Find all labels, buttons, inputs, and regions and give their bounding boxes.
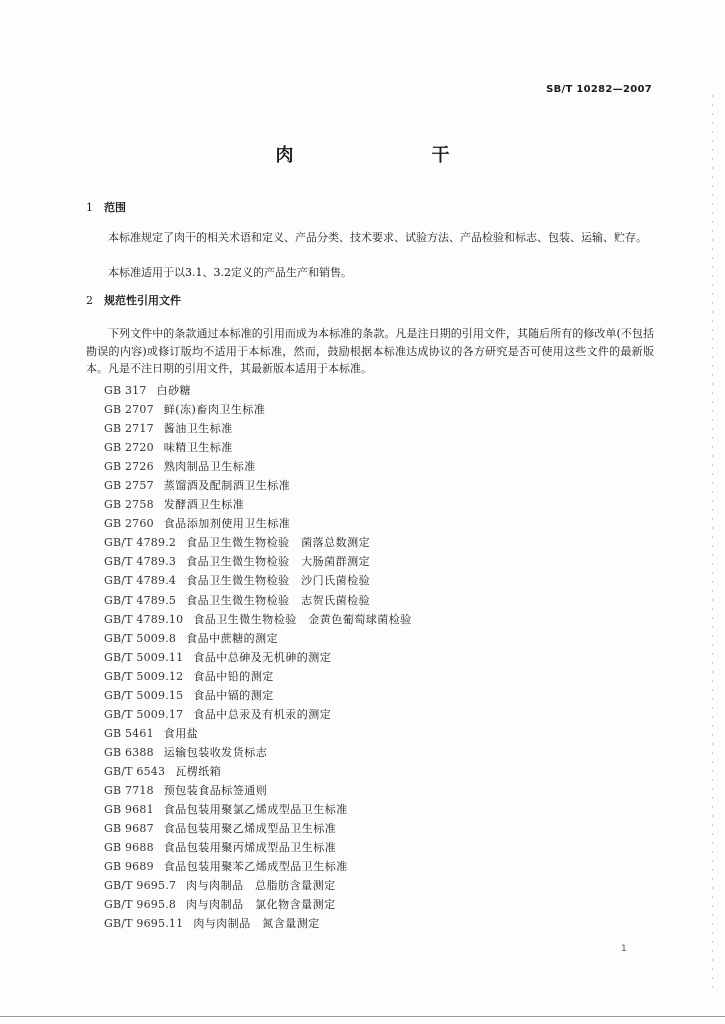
reference-name: 食品中镉的测定 bbox=[193, 688, 274, 702]
reference-name: 食用盐 bbox=[163, 726, 199, 740]
reference-code: GB/T 9695.7 bbox=[104, 879, 177, 893]
reference-code: GB/T 5009.8 bbox=[104, 631, 177, 645]
reference-name: 食品卫生微生物检验 菌落总数测定 bbox=[186, 536, 371, 550]
reference-item bbox=[104, 400, 624, 419]
reference-item bbox=[104, 495, 624, 514]
reference-code: GB/T 4789.4 bbox=[104, 574, 177, 588]
reference-name: 白砂糖 bbox=[156, 384, 192, 397]
reference-code: GB 7718 bbox=[104, 783, 154, 797]
reference-item bbox=[104, 762, 624, 781]
reference-name: 肉与肉制品 氮含量测定 bbox=[193, 917, 320, 931]
reference-name: 食品中总汞及有机汞的测定 bbox=[193, 707, 332, 721]
reference-item bbox=[104, 781, 624, 800]
reference-name: 熟肉制品卫生标准 bbox=[163, 460, 256, 474]
reference-code: GB/T 4789.10 bbox=[104, 612, 184, 626]
reference-item bbox=[104, 457, 624, 476]
reference-item bbox=[104, 857, 624, 876]
section-1-number: 1 bbox=[86, 201, 93, 214]
reference-item bbox=[104, 419, 624, 438]
section-2-title: 规范性引用文件 bbox=[104, 294, 181, 307]
reference-name: 鲜(冻)畜肉卫生标准 bbox=[163, 403, 266, 417]
reference-code: GB 2757 bbox=[104, 479, 154, 493]
reference-code: GB/T 5009.17 bbox=[104, 707, 184, 721]
page-bottom-edge bbox=[0, 1016, 725, 1017]
reference-name: 食品包装用聚苯乙烯成型品卫生标准 bbox=[163, 860, 348, 874]
document-title: 肉 干 bbox=[275, 145, 510, 166]
reference-code: GB 2717 bbox=[104, 422, 154, 436]
reference-name: 酱油卫生标准 bbox=[163, 422, 233, 436]
reference-list bbox=[104, 381, 624, 933]
reference-name: 肉与肉制品 氯化物含量测定 bbox=[186, 898, 336, 912]
reference-name: 食品包装用聚丙烯成型品卫生标准 bbox=[163, 841, 337, 855]
reference-item bbox=[104, 381, 624, 400]
reference-code: GB 6388 bbox=[104, 745, 154, 759]
reference-code: GB/T 4789.2 bbox=[104, 536, 177, 550]
reference-code: GB/T 9695.11 bbox=[104, 917, 184, 931]
reference-code: GB 317 bbox=[104, 384, 147, 397]
scope-paragraph-1: 本标准规定了肉干的相关术语和定义、产品分类、技术要求、试验方法、产品检验和标志、包装、运输、贮存。 bbox=[108, 231, 647, 244]
reference-code: GB 9687 bbox=[104, 822, 154, 836]
reference-item bbox=[104, 914, 624, 933]
references-intro: 下列文件中的条款通过本标准的引用而成为本标准的条款。凡是注日期的引用文件，其随后所有的修改单(不包括勘误的内容)或修订版均不适用于本标准，然而，鼓励根据本标准达成协议的各方研究是否可使用这些文件的最新版本。凡是不注日期的引用文件，其最新版本适用于本标准。 bbox=[86, 327, 654, 375]
reference-item bbox=[104, 514, 624, 533]
reference-code: GB/T 4789.5 bbox=[104, 593, 177, 607]
reference-item bbox=[104, 705, 624, 724]
scope-paragraph-2: 本标准适用于以3.1、3.2定义的产品生产和销售。 bbox=[108, 266, 352, 279]
reference-item bbox=[104, 838, 624, 857]
reference-item bbox=[104, 533, 624, 552]
reference-name: 肉与肉制品 总脂肪含量测定 bbox=[186, 879, 336, 893]
reference-name: 味精卫生标准 bbox=[163, 441, 233, 455]
section-2-heading bbox=[86, 293, 181, 309]
reference-code: GB 9681 bbox=[104, 803, 154, 817]
reference-item bbox=[104, 876, 624, 895]
reference-item bbox=[104, 591, 624, 610]
reference-name: 食品中铅的测定 bbox=[193, 669, 274, 683]
reference-code: GB/T 5009.12 bbox=[104, 669, 184, 683]
reference-code: GB/T 5009.11 bbox=[104, 650, 184, 664]
reference-item bbox=[104, 571, 624, 590]
reference-item bbox=[104, 610, 624, 629]
reference-item bbox=[104, 438, 624, 457]
reference-item bbox=[104, 724, 624, 743]
reference-code: GB 9689 bbox=[104, 860, 154, 874]
reference-code: GB 9688 bbox=[104, 841, 154, 855]
reference-name: 食品添加剂使用卫生标准 bbox=[163, 517, 291, 531]
section-1-heading bbox=[86, 200, 126, 216]
standard-number: SB/T 10282—2007 bbox=[546, 84, 652, 95]
reference-name: 食品卫生微生物检验 大肠菌群测定 bbox=[186, 555, 371, 569]
reference-code: GB 5461 bbox=[104, 726, 154, 740]
reference-item bbox=[104, 819, 624, 838]
reference-name: 发酵酒卫生标准 bbox=[163, 498, 245, 512]
reference-name: 食品中总砷及无机砷的测定 bbox=[193, 650, 332, 664]
reference-code: GB 2726 bbox=[104, 460, 154, 474]
reference-code: GB 2760 bbox=[104, 517, 154, 531]
section-2-number: 2 bbox=[86, 294, 93, 307]
page-number: 1 bbox=[621, 944, 627, 954]
reference-code: GB 2707 bbox=[104, 403, 154, 417]
reference-name: 运输包装收发货标志 bbox=[163, 745, 268, 759]
reference-name: 食品包装用聚氯乙烯成型品卫生标准 bbox=[163, 803, 348, 817]
reference-name: 食品卫生微生物检验 金黄色葡萄球菌检验 bbox=[193, 612, 412, 626]
reference-code: GB 2758 bbox=[104, 498, 154, 512]
reference-name: 食品包装用聚乙烯成型品卫生标准 bbox=[163, 822, 337, 836]
reference-item bbox=[104, 800, 624, 819]
reference-code: GB/T 6543 bbox=[104, 764, 166, 778]
scan-edge-line bbox=[712, 95, 713, 995]
reference-code: GB/T 9695.8 bbox=[104, 898, 177, 912]
section-1-title: 范围 bbox=[104, 201, 126, 214]
reference-name: 食品卫生微生物检验 沙门氏菌检验 bbox=[186, 574, 371, 588]
reference-name: 瓦楞纸箱 bbox=[175, 764, 222, 778]
reference-code: GB/T 5009.15 bbox=[104, 688, 184, 702]
reference-name: 预包装食品标签通则 bbox=[163, 783, 268, 797]
reference-name: 食品卫生微生物检验 志贺氏菌检验 bbox=[186, 593, 371, 607]
reference-item bbox=[104, 686, 624, 705]
reference-item bbox=[104, 629, 624, 648]
reference-item bbox=[104, 895, 624, 914]
reference-code: GB 2720 bbox=[104, 441, 154, 455]
reference-code: GB/T 4789.3 bbox=[104, 555, 177, 569]
reference-item bbox=[104, 476, 624, 495]
reference-item bbox=[104, 667, 624, 686]
reference-item bbox=[104, 552, 624, 571]
reference-item bbox=[104, 648, 624, 667]
reference-item bbox=[104, 743, 624, 762]
reference-name: 食品中蔗糖的测定 bbox=[186, 631, 279, 645]
reference-name: 蒸馏酒及配制酒卫生标准 bbox=[163, 479, 291, 493]
